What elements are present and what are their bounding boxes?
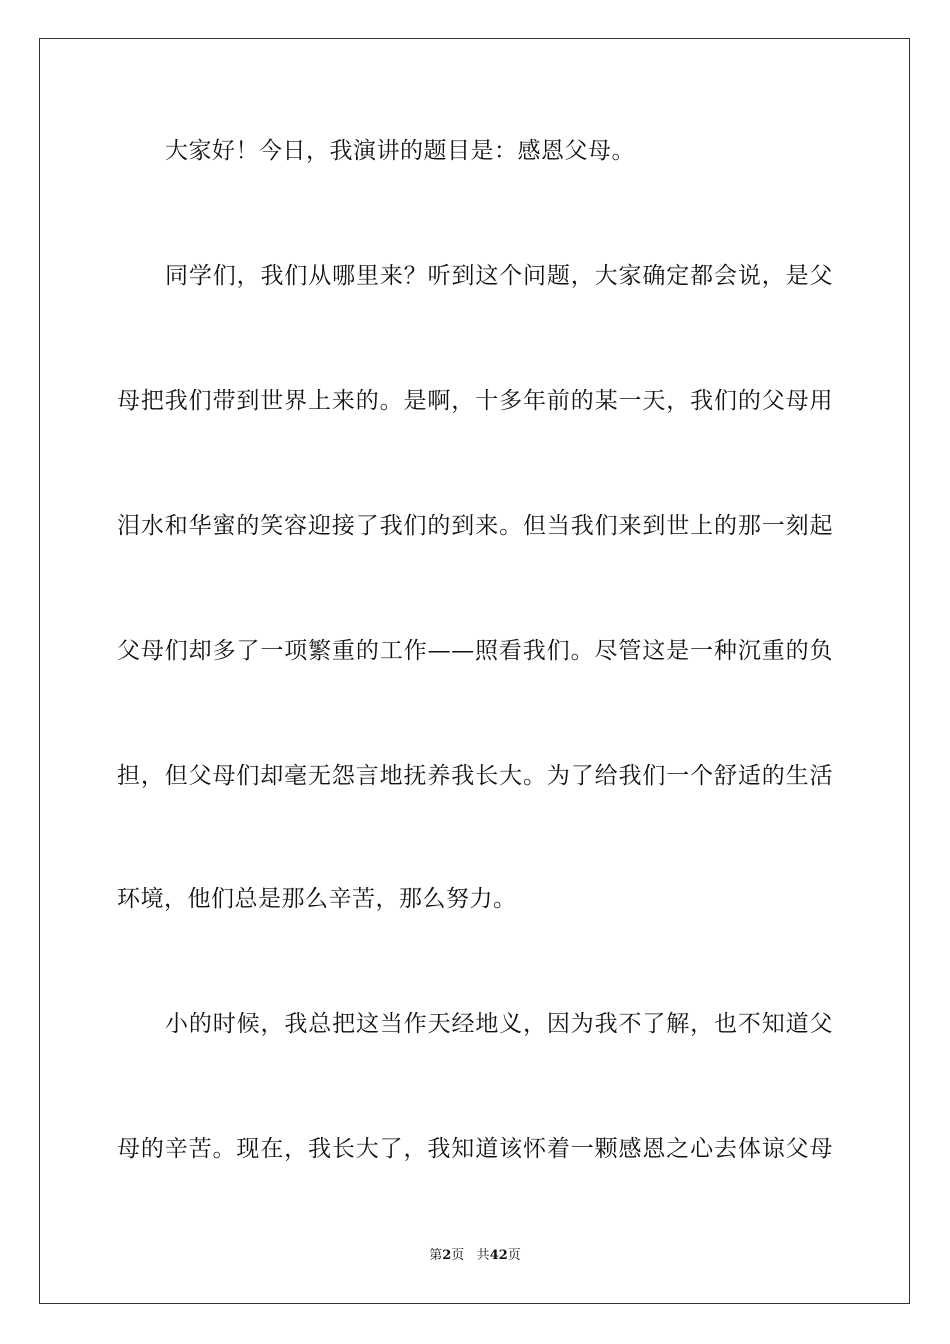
footer-page-number: 2 [442, 1248, 452, 1263]
paragraph-2-line-6: 环境，他们总是那么辛苦，那么努力。 [117, 886, 517, 912]
footer-page-suffix: 页 [451, 1248, 465, 1263]
paragraph-2-line-2: 母把我们带到世界上来的。是啊，十多年前的某一天，我们的父母用 [117, 388, 833, 414]
paragraph-2-line-4: 父母们却多了一项繁重的工作——照看我们。尽管这是一种沉重的负 [117, 638, 833, 664]
paragraph-2-line-3: 泪水和华蜜的笑容迎接了我们的到来。但当我们来到世上的那一刻起 [117, 513, 833, 539]
paragraph-3-line-1: 小的时候，我总把这当作天经地义，因为我不了解，也不知道父 [165, 1011, 833, 1037]
paragraph-1-line-1: 大家好！今日，我演讲的题目是：感恩父母。 [165, 138, 635, 164]
page-footer [0, 1247, 950, 1265]
footer-page-prefix: 第 [429, 1248, 443, 1263]
footer-total-number: 42 [489, 1248, 508, 1263]
paragraph-3-line-2: 母的辛苦。现在，我长大了，我知道该怀着一颗感恩之心去体谅父母 [117, 1136, 833, 1162]
paragraph-2-line-5: 担，但父母们却毫无怨言地抚养我长大。为了给我们一个舒适的生活 [117, 763, 833, 789]
page-border [39, 38, 910, 1304]
footer-total-suffix: 页 [507, 1248, 521, 1263]
paragraph-2-line-1: 同学们，我们从哪里来？听到这个问题，大家确定都会说，是父 [165, 263, 833, 289]
footer-total-prefix: 共 [476, 1248, 490, 1263]
